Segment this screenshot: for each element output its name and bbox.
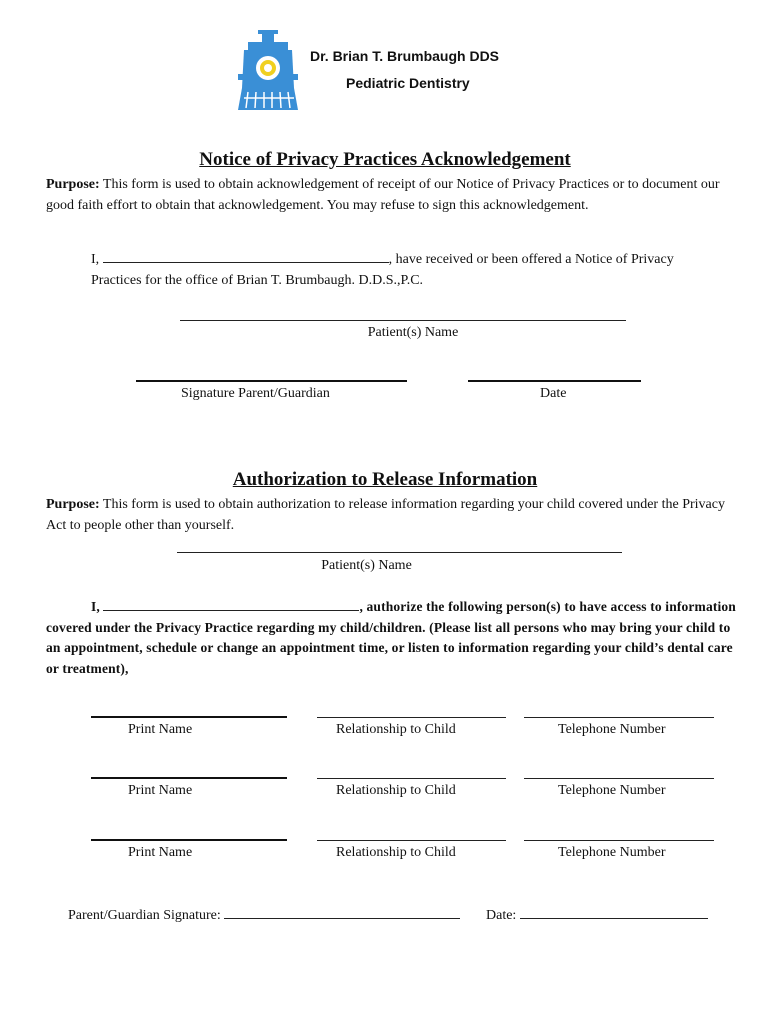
print-name-line[interactable] (91, 839, 287, 841)
ack-suffix: , have received or been offered a Notice of Privacy (388, 252, 674, 267)
relationship-line[interactable] (317, 778, 506, 779)
auth-prefix: I, (91, 599, 104, 614)
relationship-label: Relationship to Child (336, 722, 456, 737)
acknowledger-name-field[interactable] (103, 249, 389, 263)
doctor-name: Dr. Brian T. Brumbaugh DDS (310, 48, 500, 64)
relationship-label: Relationship to Child (336, 783, 456, 798)
telephone-label: Telephone Number (558, 722, 666, 737)
purpose-label: Purpose: (46, 177, 100, 192)
release-title: Authorization to Release Information (232, 469, 538, 490)
ack-prefix: I, (91, 252, 103, 267)
bottom-date-row (486, 905, 708, 926)
privacy-title: Notice of Privacy Practices Acknowledgement (199, 149, 571, 170)
bottom-date-label: Date: (486, 908, 520, 923)
auth-rest: information covered under the Privacy Practice regarding my child/children. (Please list all persons who may bring your child to an appointment, schedule or change an appointment time, or listen to information regarding your child’s dental care or treatment), (46, 599, 736, 676)
print-name-line[interactable] (91, 716, 287, 718)
date-label: Date (540, 386, 567, 401)
date-line[interactable] (468, 380, 641, 382)
release-purpose-label: Purpose: (46, 497, 100, 512)
release-patient-name-line[interactable] (177, 552, 622, 553)
patient-name-label: Patient(s) Name (367, 325, 459, 340)
acknowledgement-line-2: Practices for the office of Brian T. Brumbaugh. D.D.S.,P.C. (91, 273, 424, 288)
acknowledgement-line-1 (91, 249, 751, 270)
print-name-label: Print Name (128, 845, 193, 860)
bottom-date-field[interactable] (520, 905, 708, 919)
telephone-line[interactable] (524, 778, 714, 779)
guardian-signature-label-2: Parent/Guardian Signature: (68, 908, 225, 923)
patient-name-line[interactable] (180, 320, 626, 321)
guardian-signature-label: Signature Parent/Guardian (181, 386, 330, 401)
authorization-statement (46, 597, 736, 679)
practice-name: Pediatric Dentistry (346, 75, 470, 91)
train-locomotive-icon (236, 30, 300, 112)
auth-suffix: , authorize the following person(s) to have access to (359, 599, 662, 614)
print-name-label: Print Name (128, 722, 193, 737)
print-name-label: Print Name (128, 783, 193, 798)
privacy-purpose (46, 174, 736, 216)
purpose-text: This form is used to obtain acknowledgement of receipt of our Notice of Privacy Practices or to document our good faith effort to obtain that acknowledgement. You may refuse to sign this acknowledgement. (46, 177, 720, 213)
telephone-label: Telephone Number (558, 783, 666, 798)
guardian-signature-field[interactable] (224, 905, 460, 919)
release-purpose (46, 494, 736, 536)
relationship-line[interactable] (317, 717, 506, 718)
relationship-label: Relationship to Child (336, 845, 456, 860)
telephone-label: Telephone Number (558, 845, 666, 860)
authorizer-name-field[interactable] (103, 597, 359, 611)
release-purpose-text: This form is used to obtain authorization to release information regarding your child covered under the Privacy Act to people other than yourself. (46, 497, 725, 533)
relationship-line[interactable] (317, 840, 506, 841)
telephone-line[interactable] (524, 717, 714, 718)
telephone-line[interactable] (524, 840, 714, 841)
guardian-signature-row (68, 905, 460, 926)
release-patient-name-label: Patient(s) Name (321, 558, 412, 573)
print-name-line[interactable] (91, 777, 287, 779)
guardian-signature-line[interactable] (136, 380, 407, 382)
